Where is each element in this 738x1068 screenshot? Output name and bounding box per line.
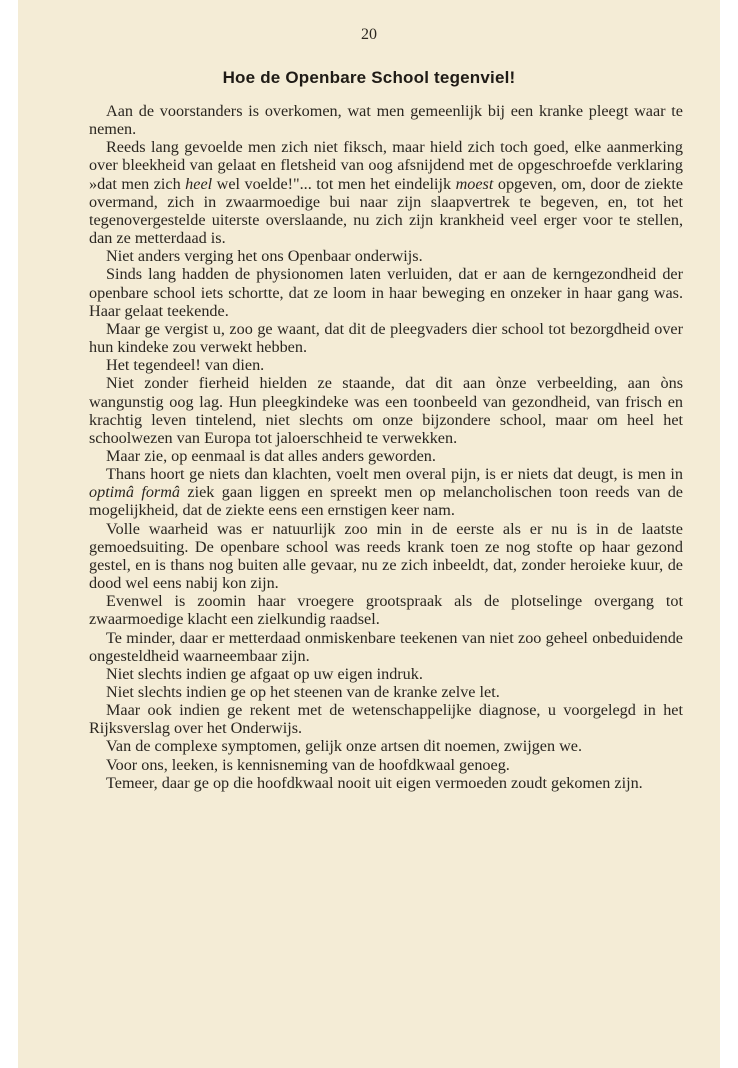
italic-text: heel <box>185 174 213 193</box>
paragraph: Het tegendeel! van dien. <box>106 356 265 375</box>
text-run: opgeven, om, door de ziekte overmand, zich in zwaarmoedige bui naar zijn slaapvertrek te begeven, en, tot het tegenovergestelde uiterste overslaande, nu zich zijn krankheid veel erger voor te stellen, dan ze metterdaad is. <box>89 174 684 248</box>
paragraph: Maar ge vergist u, zoo ge waant, dat dit de pleegvaders dier school tot bezorgdheid over hun kindeke zou verwekt hebben. <box>89 319 683 357</box>
paragraph: Volle waarheid was er natuurlijk zoo min in de eerste als er nu is in de laatste gemoedsuiting. De openbare school was reeds krank toen ze nog stofte op haar gezond gestel, en is thans nog buiten alle gevaar, nu ze zich inbeeldt, dat, zonder heroieke kuur, de dood wel eens nabij kon zijn. <box>89 519 683 593</box>
page-number: 20 <box>361 26 377 43</box>
paragraph <box>89 465 683 519</box>
text-run: Reeds lang gevoelde men zich niet fiksch, maar hield zich toch goed, elke aanmerking over bleekheid van gelaat en fletsheid van oog afsnijdend met de opgeschroefde verklaring »dat men zich <box>89 138 683 193</box>
paragraph: Sinds lang hadden de physionomen laten verluiden, dat er aan de kerngezondheid der openbare school iets schortte, dat ze loom in haar beweging en onzeker in haar gang was. Haar gelaat teekende. <box>89 265 683 320</box>
italic-text: moest <box>455 174 494 193</box>
book-page <box>18 0 720 1068</box>
paragraph: Maar zie, op eenmaal is dat alles anders geworden. <box>106 446 436 465</box>
paragraph: Te minder, daar er metterdaad onmiskenbare teekenen van niet zoo geheel onbeduidende ongesteldheid waarneembaar zijn. <box>89 628 683 665</box>
body-text <box>89 102 683 792</box>
paragraph: Maar ook indien ge rekent met de wetenschappelijke diagnose, u voorgelegd in het Rijksverslag over het Onderwijs. <box>89 701 683 738</box>
paragraph: Voor ons, leeken, is kennisneming van de hoofdkwaal genoeg. <box>106 755 510 774</box>
paragraph: Niet slechts indien ge op het steenen van de kranke zelve let. <box>106 683 500 701</box>
paragraph: Niet anders verging het ons Openbaar onderwijs. <box>106 247 423 266</box>
paragraph: Evenwel is zoomin haar vroegere grootspraak als de plotselinge overgang tot zwaarmoedige klacht een zielkundig raadsel. <box>89 592 683 629</box>
paragraph: Temeer, daar ge op die hoofdkwaal nooit uit eigen vermoeden zoudt gekomen zijn. <box>106 773 643 792</box>
paragraph: Aan de voorstanders is overkomen, wat men gemeenlijk bij een kranke pleegt waar te nemen. <box>89 102 683 139</box>
paragraph <box>89 138 683 247</box>
text-run: wel voelde!"... tot men het eindelijk <box>212 174 456 193</box>
paragraph: Van de complexe symptomen, gelijk onze artsen dit noemen, zwijgen we. <box>106 737 583 756</box>
chapter-title: Hoe de Openbare School tegenviel! <box>222 68 516 87</box>
paragraph: Niet slechts indien ge afgaat op uw eigen indruk. <box>106 664 423 683</box>
text-run: Thans hoort ge niets dan klachten, voelt men overal pijn, is er niets dat deugt, is men in <box>106 465 683 484</box>
paragraph: Niet zonder fierheid hielden ze staande, dat dit aan ònze verbeelding, aan òns wangunstig oog lag. Hun pleegkindeke was een toonbeeld van gezondheid, van frisch en krachtig leven tintelend, niet slechts om onze bijzondere school, maar om heel het schoolwezen van Europa tot jaloerschheid te verwekken. <box>89 374 683 447</box>
italic-text: optimâ formâ <box>89 483 181 502</box>
text-run: ziek gaan liggen en spreekt men op melancholischen toon reeds van de mogelijkheid, dat de ziekte eens een ernstigen keer nam. <box>89 483 683 520</box>
